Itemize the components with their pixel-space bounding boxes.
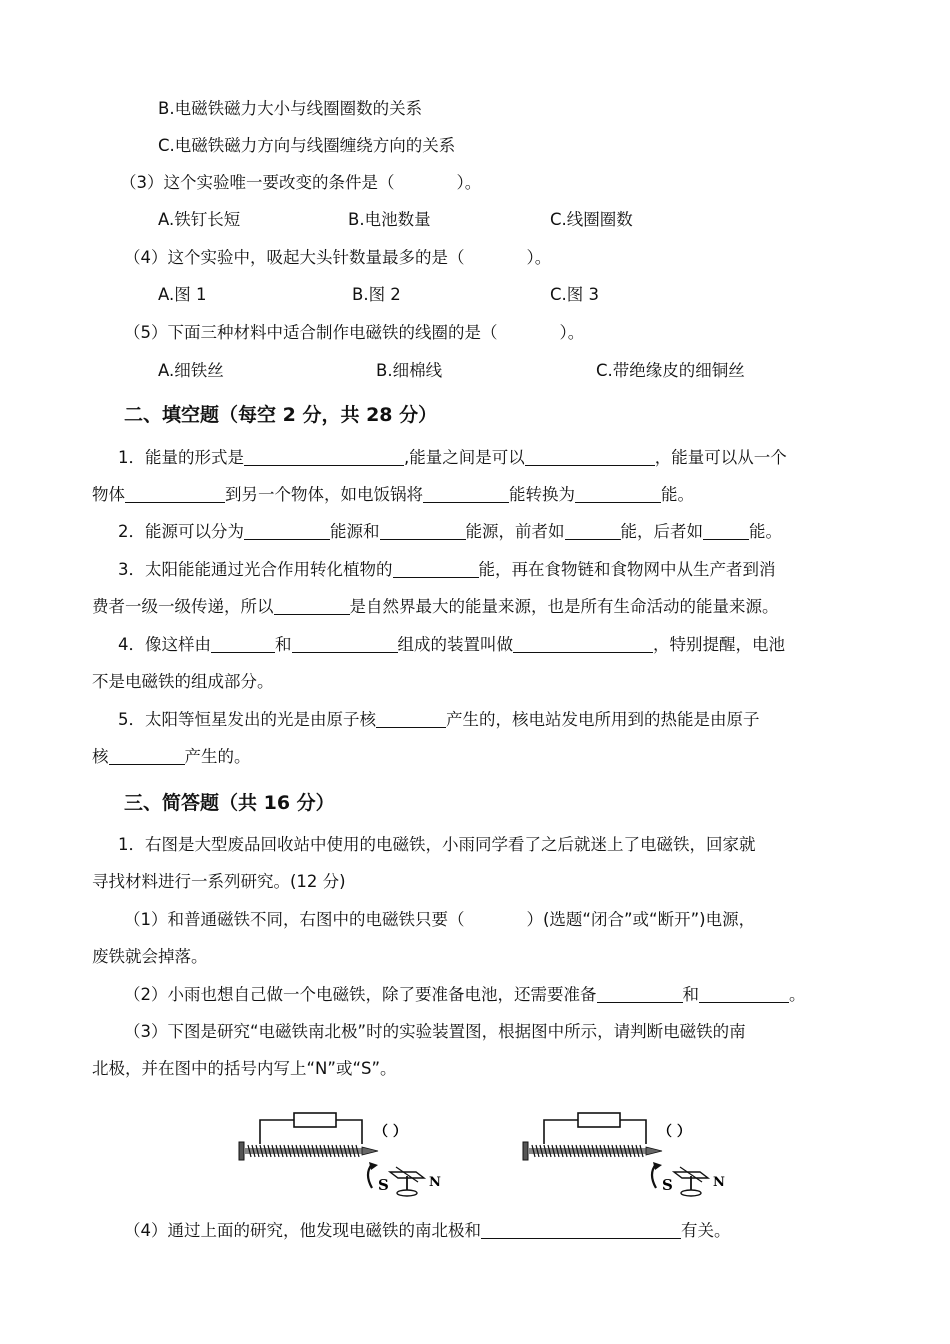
fill-2-line: [118, 521, 782, 543]
q5-text: （5）下面三种材料中适合制作电磁铁的线圈的是（: [124, 323, 498, 342]
short-1-q2-text-a: （2）小雨也想自己做一个电磁铁，除了要准备电池，还需要准备: [124, 985, 597, 1004]
short-1-q1-line-2: 废铁就会掉落。: [92, 947, 208, 966]
answer-blank[interactable]: [125, 484, 225, 503]
fill-4-text-d: ，特别提醒，电池: [653, 635, 785, 654]
q4-end: ）。: [526, 248, 552, 267]
fill-2-text-e: 能。: [749, 522, 782, 541]
short-1-q4-line: [124, 1220, 731, 1242]
answer-blank[interactable]: [597, 984, 683, 1003]
short-1-q2-text-b: 和: [682, 985, 699, 1004]
fill-1-line-2: [92, 484, 694, 506]
q4-option-b: B.图 2: [352, 285, 401, 304]
short-1-q2-text-c: 。: [789, 985, 806, 1004]
setup-right: [523, 1113, 725, 1196]
answer-blank[interactable]: [575, 484, 661, 503]
fill-4-text-b: 和: [275, 635, 292, 654]
fill-4-line-2: 不是电磁铁的组成部分。: [92, 672, 274, 691]
q3-option-c: C.线圈圈数: [550, 210, 633, 229]
fill-2-text-c: 能源，前者如: [465, 522, 565, 541]
answer-blank[interactable]: [211, 634, 275, 653]
short-1-q3-line-2: 北极，并在图中的括号内写上“N”或“S”。: [92, 1059, 397, 1078]
short-1-q4-text-a: （4）通过上面的研究，他发现电磁铁的南北极和: [124, 1221, 481, 1240]
fill-3-line-2: [92, 596, 779, 618]
fill-4-line-1: [118, 634, 785, 656]
short-1-line-2: 寻找材料进行一系列研究。(12 分): [92, 872, 346, 891]
fill-5-line-2: [92, 746, 251, 768]
q3-end: ）。: [456, 173, 482, 192]
q5-option-c: C.带绝缘皮的细铜丝: [596, 361, 745, 380]
q3-option-b: B.电池数量: [348, 210, 431, 229]
fill-2-text-a: 2．能源可以分为: [118, 522, 244, 541]
q5-option-a: A.细铁丝: [158, 361, 224, 380]
fill-5-line-1: [118, 709, 760, 731]
fill-1-text-a: 1．能量的形式是: [118, 448, 244, 467]
answer-blank[interactable]: [565, 521, 621, 540]
answer-blank[interactable]: [380, 521, 466, 540]
q3-option-a: A.铁钉长短: [158, 210, 241, 229]
answer-blank[interactable]: [481, 1220, 681, 1239]
compass-s-label: S: [662, 1176, 673, 1194]
short-1-q4-text-b: 有关。: [681, 1221, 731, 1240]
q3-question: [120, 172, 481, 194]
answer-blank[interactable]: [244, 521, 330, 540]
short-1-q1-text-a: （1）和普通磁铁不同，右图中的电磁铁只要（: [124, 910, 465, 929]
fill-2-text-b: 能源和: [330, 522, 380, 541]
fill-1-text-g: 能。: [661, 485, 694, 504]
fill-1-text-d: 物体: [92, 485, 125, 504]
q5-question: [124, 322, 584, 344]
fill-1-text-e: 到另一个物体，如电饭锅将: [225, 485, 423, 504]
q5-option-b: B.细棉线: [376, 361, 443, 380]
answer-blank[interactable]: [109, 746, 185, 765]
fill-5-text-d: 产生的。: [184, 747, 251, 766]
fill-3-text-d: 是自然界最大的能量来源，也是所有生命活动的能量来源。: [349, 597, 779, 616]
compass-s-label: S: [378, 1176, 389, 1194]
pole-answer-bracket[interactable]: （ ）: [658, 1124, 691, 1140]
answer-blank[interactable]: [703, 521, 749, 540]
compass-n-label: N: [429, 1175, 441, 1190]
answer-blank[interactable]: [393, 559, 479, 578]
short-1-q1-line-1: [124, 909, 755, 931]
q1-option-b: B.电磁铁磁力大小与线圈圈数的关系: [158, 99, 423, 118]
fill-4-text-a: 4．像这样由: [118, 635, 211, 654]
fill-3-text-c: 费者一级一级传递，所以: [92, 597, 274, 616]
q4-option-a: A.图 1: [158, 285, 207, 304]
fill-1-text-c: ，能量可以从一个: [654, 448, 787, 467]
short-1-q2-line: [124, 984, 806, 1006]
q5-end: ）。: [559, 323, 585, 342]
section-3-title: 三、简答题（共 16 分）: [124, 792, 335, 814]
answer-blank[interactable]: [699, 984, 789, 1003]
q3-text: （3）这个实验唯一要改变的条件是（: [120, 173, 395, 192]
fill-1-line-1: [118, 447, 787, 469]
fill-5-text-c: 核: [92, 747, 109, 766]
q4-question: [124, 247, 551, 269]
fill-5-text-a: 5．太阳等恒星发出的光是由原子核: [118, 710, 376, 729]
fill-4-text-c: 组成的装置叫做: [397, 635, 513, 654]
short-1-line-1: 1．右图是大型废品回收站中使用的电磁铁，小雨同学看了之后就迷上了电磁铁，回家就: [118, 835, 756, 854]
fill-3-text-a: 3．太阳能能通过光合作用转化植物的: [118, 560, 393, 579]
fill-3-line-1: [118, 559, 776, 581]
answer-blank[interactable]: [244, 447, 404, 466]
setup-left: [239, 1113, 441, 1196]
answer-blank[interactable]: [292, 634, 398, 653]
short-1-q1-text-b: ）(选题“闭合”或“断开”)电源，: [526, 910, 756, 929]
section-2-title: 二、填空题（每空 2 分，共 28 分）: [124, 404, 438, 426]
answer-blank[interactable]: [513, 634, 653, 653]
q1-option-c: C.电磁铁磁力方向与线圈缠绕方向的关系: [158, 136, 456, 155]
short-1-q3-line-1: （3）下图是研究“电磁铁南北极”时的实验装置图，根据图中所示，请判断电磁铁的南: [124, 1022, 746, 1041]
answer-blank[interactable]: [525, 447, 655, 466]
pole-answer-bracket[interactable]: （ ）: [374, 1124, 407, 1140]
answer-blank[interactable]: [376, 709, 446, 728]
fill-2-text-d: 能，后者如: [620, 522, 703, 541]
fill-1-text-f: 能转换为: [509, 485, 575, 504]
fill-5-text-b: 产生的，核电站发电所用到的热能是由原子: [446, 710, 760, 729]
fill-1-text-b: ,能量之间是可以: [404, 448, 525, 467]
answer-blank[interactable]: [274, 596, 350, 615]
electromagnet-figure: [232, 1092, 732, 1202]
q4-text: （4）这个实验中，吸起大头针数量最多的是（: [124, 248, 465, 267]
compass-n-label: N: [713, 1175, 725, 1190]
answer-blank[interactable]: [423, 484, 509, 503]
fill-3-text-b: 能，再在食物链和食物网中从生产者到消: [478, 560, 776, 579]
q4-option-c: C.图 3: [550, 285, 600, 304]
